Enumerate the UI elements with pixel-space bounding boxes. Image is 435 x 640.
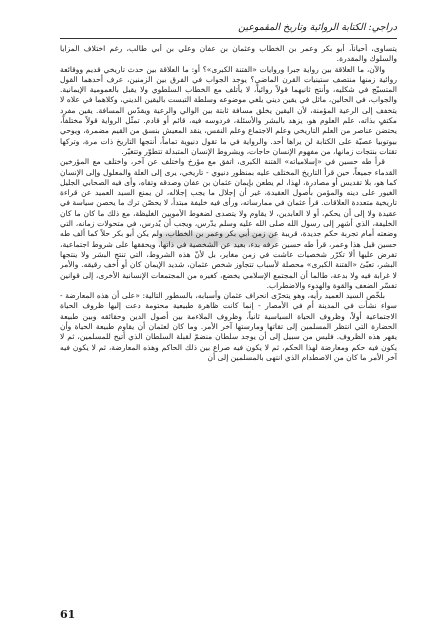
paragraph-2: والآن، ما العلاقة بين رواية جبرا وروايات «الفتنة الكبرى»؟ أو: ما العلاقة بين حدث تاريخي قديم ووقائعة روائية زمنها منتصف ستينيات القرن الماضي؟ يوجد الجواب في الفرق بين الزمنين، عرف أحدهما القول المتسيّج في شكليه، وأنتج ثانيهما قولاً روائياً، لا يأتلف مع الخطاب السلطوي ولا يقبل بالعمومية الإيمانية. والجواب، في الحالين، ماثل في يقين ديني يلغي موضوعه وسلطة التبست باليقين الديني، وكلاهما في علاه لا يتخفف إلى الرعية المؤمنة، لأن اليقين يخلق مسافة ثابتة بين الوالي والرعية ويقدّس المسافة. يقين مفرد مكتفٍ بذاته، علم العلوم هو، يزهد بالبشر والأسئلة، فردوسه فيه، قائم أو قادم. تمثّل الرواية قولاً مختلفاً، يحتضن عناصر من العلم التاريخي وعلم الاجتماع وعلم النفس، ينقد المعيش بنسق من القيم مضمرة، ويوحي بيوتوبيا عصيّة على الكتابة لن يراها أحد. والرواية في ما تقول دنيوية تماماً، أنتجها التاريخ ذات مرة، وتركها تقتات بنتجات زمانها، من مفهوم الإنسان حاجات، ويشروط الإنسان المتبدلة تتطوّر وتتغيّر. xyxy=(60,64,397,156)
paragraph-3: قرأ طه حسين في «إسلامياته» الفتنة الكبرى، اتفق مع مؤرخ واختلف عن آخر، واختلف مع المؤرخين القدماء جميعاً، حين قرأ التاريخ المختلف عليه بمنظور دنيوي - تاريخي، يرى إلى العلة والمعلول وإلى الإنسان كما هو، بلا تقديس أو مصادرة، لهذا، لم يطعن بإيمان عثمان بن عفان وصدقه وتقاه، وأى فيه الصحابي الجليل الغيور على دينه والمؤمن بأصول العقيدة، غير أن إجلال ما يجب إجلاله، لن يمنع السيد العميد عن قراءة تاريخية متعددة العلاقات. قرأ عثمان في ممارساته، ورأى فيه خليفة مبتدأ، لا يحصّن ترك ما يحصن سياسة في عقيدة ولا إلى أن يحكم، أو لا العابدين، لا يقاوم ولا يتصدى لضغوط الأمويين الغليظة، مع ذلك ما كان ما كان الخليفة، الذي أشهر إلى رسول الله صلى الله عليه وسلم يدّرس، ويجب أن يُدرس، في متحولات زمانه، التي وضعته أمام تجربة حكم جديدة، قريبة عن زمن أبي بكر وعمر بن الخطاب، ولم يكن أبو بكر حلاً كما ألف طه حسين قبل هذا وعمر، قرأ طه حسين عرفه بدء، بعيد عن الشخصية في ذاتها، ويحققها على شروط اجتماعية، تفرض عليها ألا تكرّر شخصيات عاشت في زمن مغاير، بل لأنّ هذه الشروط، التي تنتج البشر ولا ينتجها البشر، تعبّئ «الفتنة الكبرى» محصلة لأسباب تتجاوز شخص عثمان، شديد الإيمان كان أو أخف رقيقه. والأمر لا غرابة فيه ولا بدعة، طالما أن المجتمع الإسلامي يخضع، كغيره من المجتمعات الإنسانية الأخرى، إلى قوانين تفسّر الضعف والقوة والهدوء والاضطراب. xyxy=(60,157,397,290)
running-title: دراجي: الكتابة الروائية وتاريخ المقموعين xyxy=(238,22,397,33)
body-text xyxy=(60,44,397,592)
paragraph-1: يتساوى، أحياناً، أبو بكر وعمر بن الخطاب وعثمان بن عفان وعلي بن أبي طالب، رغم اختلاف المزايا والسلوك والمقدرة. xyxy=(60,44,397,64)
page-number: 61 xyxy=(60,608,76,621)
paragraph-4: بلخّص السيد العميد رأيه، وهو يتحرّى انحراف عثمان وأسبابه، بالسطور التالية: «على أن هذه المعارضة - سواء نشأت في المدينة أم في الأمصار - إنما كانت ظاهرة طبيعية محتومة دعت إليها ظروف الحياة الاجتماعية أولاً، وظروف الحياة السياسية ثانياً، وظروف الملاءمة بين أصول الدين وحقائقه وبين طبيعة الحضارة التي انتظر المسلمين إلى تقاتها ومارستها آخر الأمر. وما كان لعثمان أن يقاوم طبيعة الحياة وأن يقهر هذه الظروف. فليس من سبيل إلى أن يوجد سلطان منضمّ لقبلة السلطان الذي أتيح للمسلمين، ثم لا يكون فيه حكم ومعارضة لهذا الحكم، ثم لا يكون فيه صراع بين ذلك الحاكم وهذه المعارضة، ثم لا يكون فيه آخر الأمر ما كان من الاصطدام الذي انتهى بالمسلمين إلى أن xyxy=(60,291,397,362)
running-header xyxy=(60,20,397,39)
